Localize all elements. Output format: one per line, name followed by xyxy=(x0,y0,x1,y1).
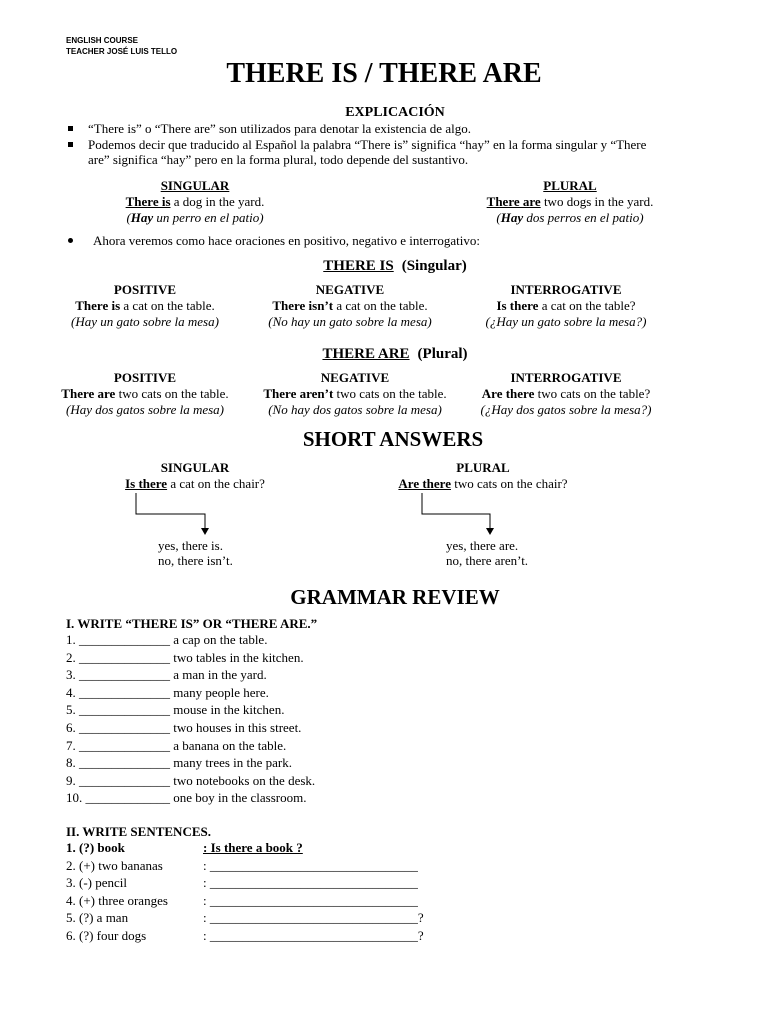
plural-translation: (Hay dos perros en el patio) xyxy=(496,210,644,225)
there-is-interrogative: INTERROGATIVE Is there a cat on the table? (¿Hay un gato sobre la mesa?) xyxy=(485,282,647,329)
exercise-2-answer: : ________________________________ xyxy=(203,857,418,873)
page-title: THERE IS / THERE ARE xyxy=(226,58,542,89)
short-singular-no: no, there isn’t. xyxy=(158,553,233,568)
exercise-1-item: 8. ______________ many trees in the park. xyxy=(66,755,293,771)
exercise-2-prompt: 6. (?) four dogs xyxy=(66,928,147,943)
short-plural-label: PLURAL xyxy=(456,460,510,475)
plural-arrow-icon xyxy=(422,493,494,535)
section-1-title: I. WRITE “THERE IS” OR “THERE ARE.” xyxy=(66,616,318,631)
short-singular-question: Is there a cat on the chair? xyxy=(125,476,265,491)
section-2-title: II. WRITE SENTENCES. xyxy=(66,824,211,839)
short-plural-yes: yes, there are. xyxy=(446,538,519,553)
exercise-1-item: 6. ______________ two houses in this street. xyxy=(66,720,302,735)
short-plural-no: no, there aren’t. xyxy=(446,553,529,568)
exercise-2-answer: : ________________________________? xyxy=(203,910,424,926)
exercise-2-answer: : ________________________________ xyxy=(203,892,418,908)
grammar-review-heading: GRAMMAR REVIEW xyxy=(290,585,500,609)
explicacion-bullet-1: “There is” o “There are” son utilizados para denotar la existencia de algo. xyxy=(88,121,471,136)
exercise-1-item: 10. _____________ one boy in the classroom. xyxy=(66,790,307,806)
there-is-negative: NEGATIVE There isn’t a cat on the table. (No hay un gato sobre la mesa) xyxy=(268,282,432,329)
explicacion-heading: EXPLICACIÓN xyxy=(345,105,445,120)
singular-translation: (Hay un perro en el patio) xyxy=(126,210,264,225)
explicacion-bullet-2-line-2: are” significa “hay” pero en la forma plural, todo depende del sustantivo. xyxy=(88,152,469,167)
exercise-2-prompt: 5. (?) a man xyxy=(66,910,129,926)
short-answers-heading: SHORT ANSWERS xyxy=(302,427,484,451)
there-are-positive: POSITIVE There are two cats on the table. (Hay dos gatos sobre la mesa) xyxy=(61,370,229,417)
there-are-interrogative: INTERROGATIVE Are there two cats on the table? (¿Hay dos gatos sobre la mesa?) xyxy=(480,370,652,417)
exercise-2-prompt: 1. (?) book xyxy=(66,840,125,855)
exercise-1-item: 7. ______________ a banana on the table. xyxy=(66,737,287,753)
exercise-1-item: 5. ______________ mouse in the kitchen. xyxy=(66,702,285,718)
exercise-1-item: 4. ______________ many people here. xyxy=(66,684,269,700)
short-plural-question: Are there two cats on the chair? xyxy=(398,476,568,491)
singular-arrow-icon xyxy=(136,493,209,535)
there-are-negative: NEGATIVE There aren’t two cats on the table. (No hay dos gatos sobre la mesa) xyxy=(263,370,447,417)
singular-label: SINGULAR xyxy=(160,178,230,193)
plural-label: PLURAL xyxy=(543,178,597,193)
exercise-2-answer: : ________________________________? xyxy=(203,928,424,943)
exercise-1-item: 9. ______________ two notebooks on the desk. xyxy=(66,772,316,788)
exercise-1-item: 2. ______________ two tables in the kitchen. xyxy=(66,649,304,665)
singular-sentence: There is a dog in the yard. xyxy=(125,194,265,209)
exercise-2-answer: : ________________________________ xyxy=(203,875,418,891)
there-are-heading: THERE ARE (Plural) xyxy=(322,346,468,362)
there-is-heading: THERE IS (Singular) xyxy=(323,258,467,274)
exercise-2-answer: : Is there a book ? xyxy=(203,840,303,855)
exercise-2-prompt: 3. (-) pencil xyxy=(66,875,128,891)
plural-sentence: There are two dogs in the yard. xyxy=(486,194,654,209)
exercise-2-prompt: 2. (+) two bananas xyxy=(66,857,163,873)
explicacion-bullet-2-line-1: Podemos decir que traducido al Español la palabra “There is” significa “hay” en la forma singular y “There xyxy=(88,137,647,152)
teacher-label: TEACHER JOSÉ LUIS TELLO xyxy=(66,47,178,56)
exercise-1-item: 3. ______________ a man in the yard. xyxy=(66,667,267,683)
ahora-text: Ahora veremos como hace oraciones en positivo, negativo e interrogativo: xyxy=(93,233,480,248)
exercise-1-item: 1. ______________ a cap on the table. xyxy=(66,632,268,647)
there-is-positive: POSITIVE There is a cat on the table. (Hay un gato sobre la mesa) xyxy=(71,282,219,329)
short-singular-label: SINGULAR xyxy=(160,460,230,475)
short-singular-yes: yes, there is. xyxy=(158,538,223,553)
exercise-2-prompt: 4. (+) three oranges xyxy=(66,892,168,908)
course-label: ENGLISH COURSE xyxy=(66,36,139,45)
